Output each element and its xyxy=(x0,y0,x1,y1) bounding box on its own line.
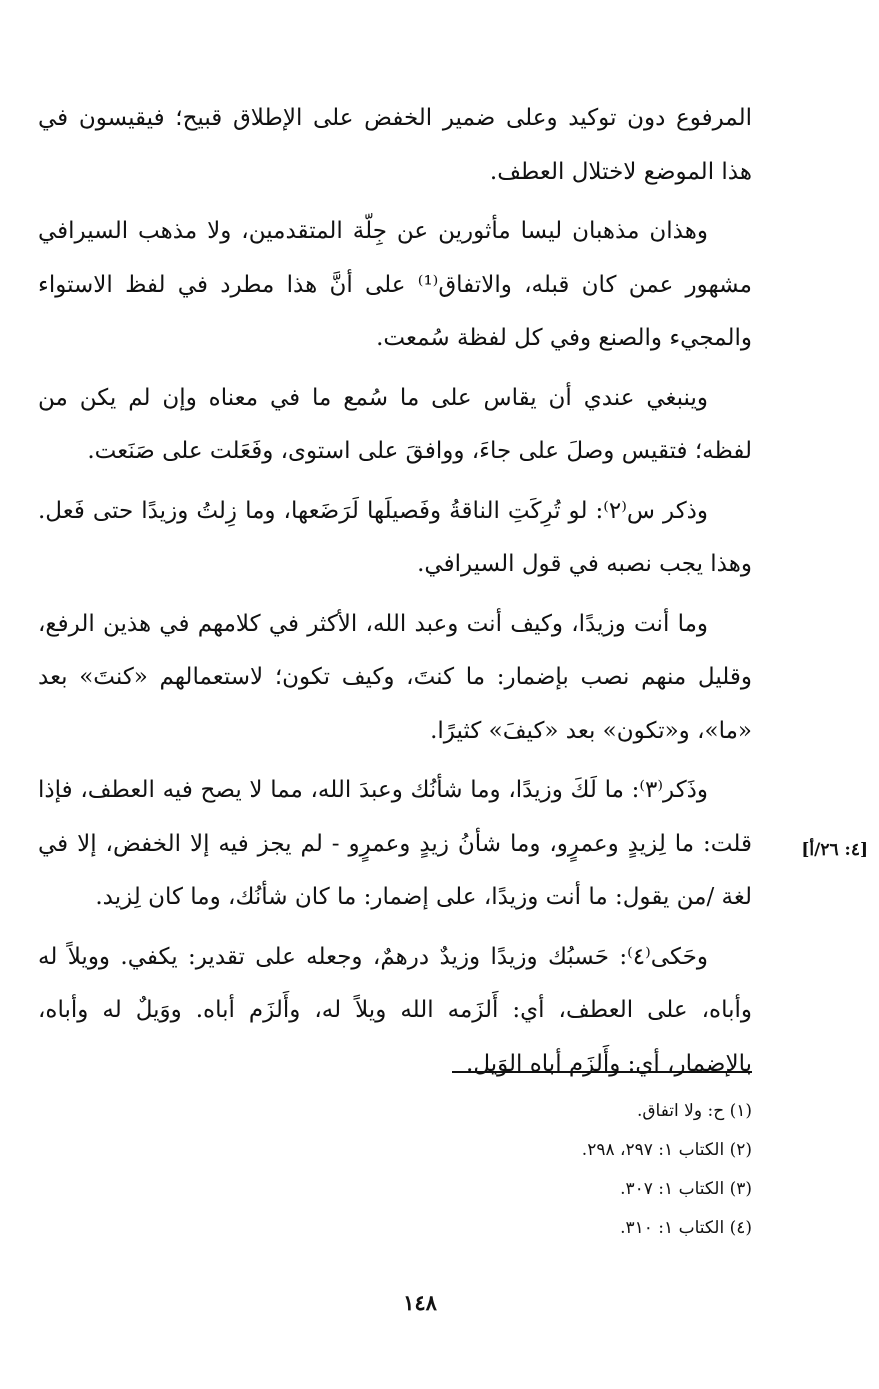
footnote-4: (٤) الكتاب ١: ٣١٠. xyxy=(620,1218,752,1238)
main-text xyxy=(38,92,752,1097)
footnotes xyxy=(400,1092,752,1248)
manuscript-folio-reference: [٤: ٢٦/أ] xyxy=(801,840,868,860)
paragraph-1: المرفوع دون توكيد وعلى ضمير الخفض على الإطلاق قبيح؛ فيقيسون في هذا الموضع لاختلال العطف. xyxy=(38,105,752,185)
paragraph-5: وما أنت وزيدًا، وكيف أنت وعبد الله، الأكثر في كلامهم في هذين الرفع، وقليل منهم نصب بإضمار: ما كنتَ، وكيف تكون؛ لاستعمالهم «كنتَ» بعد «ما»، و«تكون» بعد «كيفَ» كثيرًا. xyxy=(38,610,752,744)
footnote-2: (٢) الكتاب ١: ٢٩٧، ٢٩٨. xyxy=(581,1140,752,1160)
footnote-divider xyxy=(452,1071,752,1073)
paragraph-6: وذَكر⁽٣⁾: ما لَكَ وزيدًا، وما شأنُك وعبدَ الله، مما لا يصح فيه العطف، فإذا قلت: ما لِزيدٍ وعمرٍو، وما شأنُ زيدٍ وعمرٍو - لم يجز فيه إلا الخفض، إلا في لغة /من يقول: ما أنت وزيدًا، على إضمار: ما كان شأنُك، وما كان لِزيد. xyxy=(38,777,752,910)
footnote-1: (١) ح: ولا اتفاق. xyxy=(636,1101,752,1121)
paragraph-4: وذكر س⁽٢⁾: لو تُرِكَتِ الناقةُ وفَصيلَها لَرَضَعها، وما زِلتُ وزيدًا حتى فَعل. وهذا يجب نصبه في قول السيرافي. xyxy=(38,497,752,577)
paragraph-3: وينبغي عندي أن يقاس على ما سُمع ما في معناه وإن لم يكن من لفظه؛ فتقيس وصلَ على جاءَ، ووافقَ على استوى، وفَعَلت على صَنَعت. xyxy=(38,384,752,464)
page-number: ١٤٨ xyxy=(403,1290,437,1315)
paragraph-2: وهذان مذهبان ليسا مأثورين عن جِلّة المتقدمين، ولا مذهب السيرافي مشهور عمن كان قبله، والاتفاق⁽¹⁾ على أنَّ هذا مطرد في لفظ الاستواء والمجيء والصنع وفي كل لفظة سُمعت. xyxy=(38,218,752,351)
footnote-3: (٣) الكتاب ١: ٣٠٧. xyxy=(620,1179,752,1199)
paragraph-7: وحَكى⁽٤⁾: حَسبُك وزيدًا وزيدٌ درهمٌ، وجعله على تقدير: يكفي. وويلاً له وأباه، على العطف، أي: أَلزَمه الله ويلاً له، وأَلزَم أباه. ووَيلٌ له وأباه، بالإضمار، أي: وأَلزَم أباه الوَيل. xyxy=(38,943,752,1077)
